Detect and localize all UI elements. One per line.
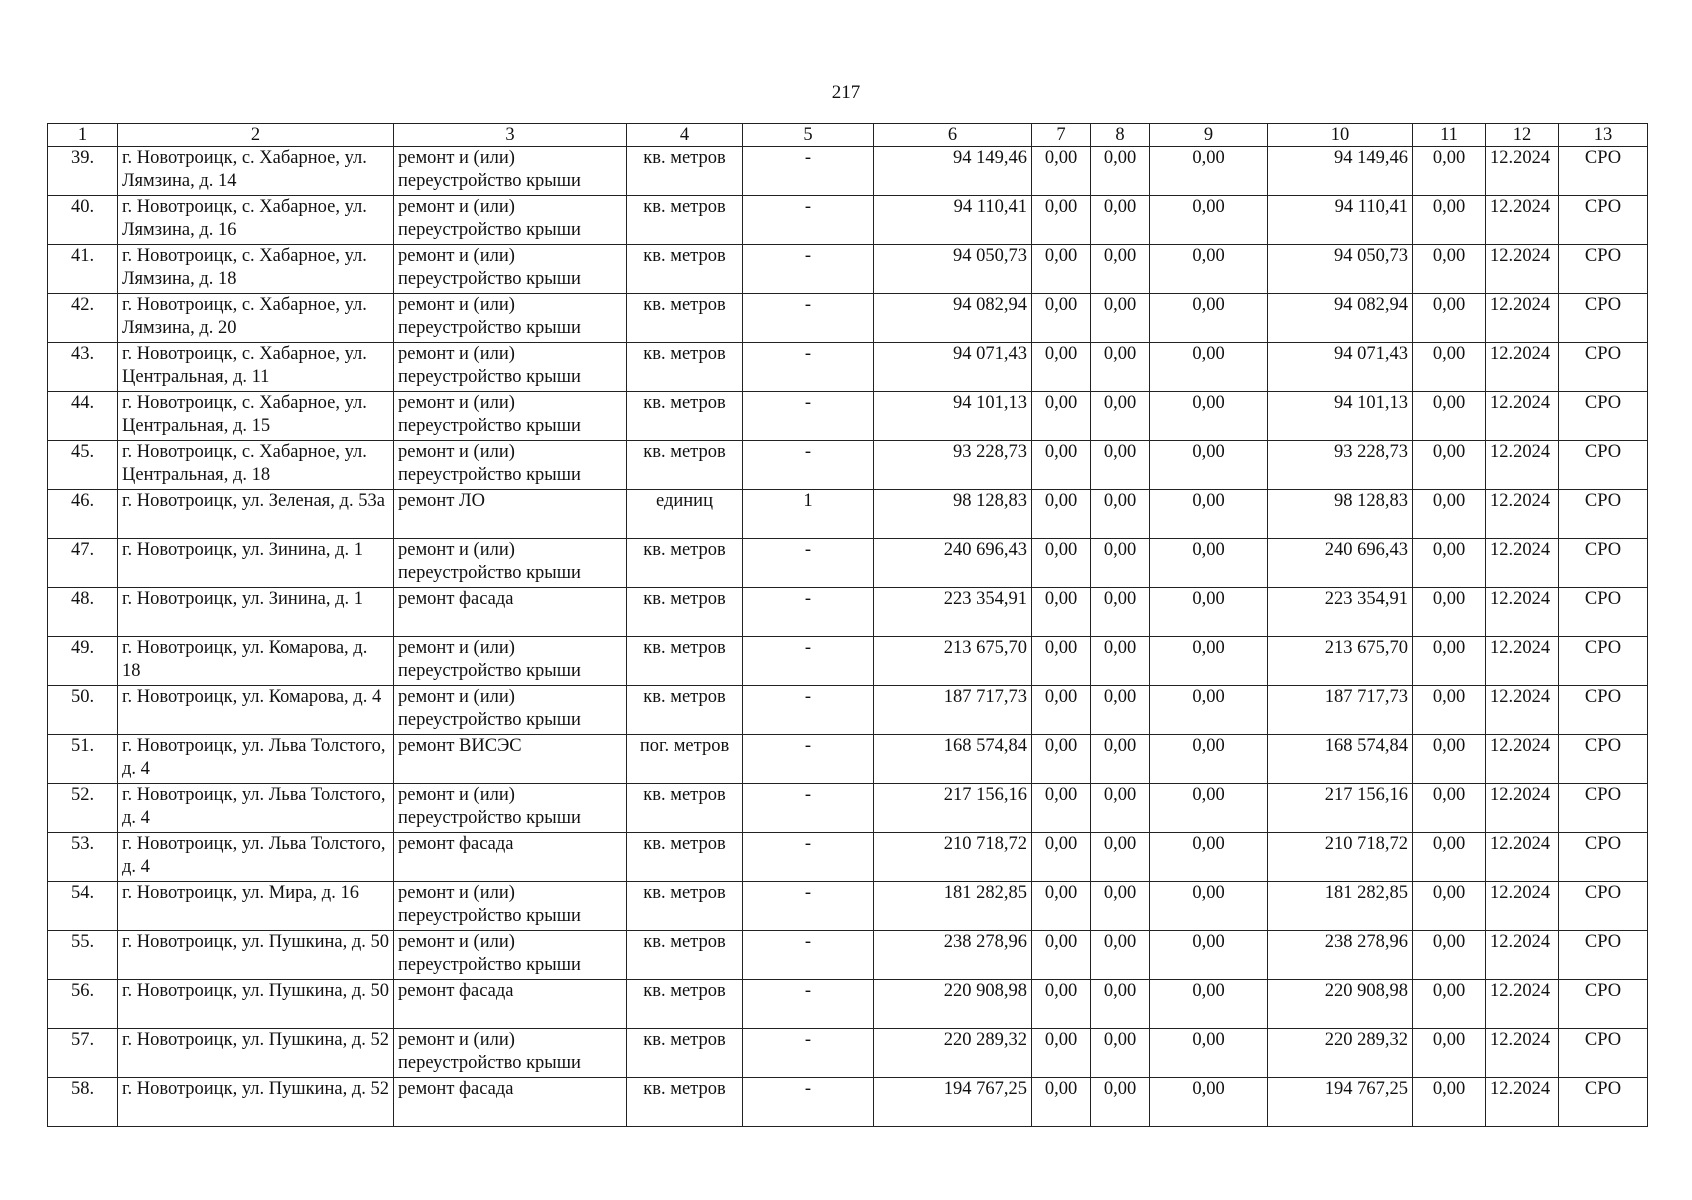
col7-cell: 0,00 bbox=[1032, 735, 1091, 784]
page-number: 217 bbox=[831, 82, 861, 103]
col8-cell: 0,00 bbox=[1091, 882, 1150, 931]
work-type-cell: ремонт фасада bbox=[394, 588, 627, 637]
source-cell: СРО bbox=[1559, 784, 1648, 833]
col8-cell: 0,00 bbox=[1091, 196, 1150, 245]
completion-date-cell: 12.2024 bbox=[1486, 343, 1559, 392]
row-number: 50. bbox=[48, 686, 118, 735]
col11-cell: 0,00 bbox=[1413, 980, 1486, 1029]
source-cell: СРО bbox=[1559, 980, 1648, 1029]
work-type-cell: ремонт и (или) переустройство крыши bbox=[394, 931, 627, 980]
col11-cell: 0,00 bbox=[1413, 1029, 1486, 1078]
col10-cell: 194 767,25 bbox=[1268, 1078, 1413, 1127]
col8-cell: 0,00 bbox=[1091, 539, 1150, 588]
total-cost-cell: 98 128,83 bbox=[874, 490, 1032, 539]
quantity-cell: - bbox=[743, 1029, 874, 1078]
col10-cell: 94 149,46 bbox=[1268, 147, 1413, 196]
col7-cell: 0,00 bbox=[1032, 784, 1091, 833]
completion-date-cell: 12.2024 bbox=[1486, 686, 1559, 735]
total-cost-cell: 94 071,43 bbox=[874, 343, 1032, 392]
work-type-cell: ремонт и (или) переустройство крыши bbox=[394, 147, 627, 196]
col10-cell: 94 082,94 bbox=[1268, 294, 1413, 343]
table-row bbox=[48, 784, 1648, 833]
quantity-cell: - bbox=[743, 882, 874, 931]
source-cell: СРО bbox=[1559, 1029, 1648, 1078]
col9-cell: 0,00 bbox=[1150, 637, 1268, 686]
col8-cell: 0,00 bbox=[1091, 1029, 1150, 1078]
row-number: 41. bbox=[48, 245, 118, 294]
column-header: 3 bbox=[394, 124, 627, 147]
source-cell: СРО bbox=[1559, 637, 1648, 686]
col7-cell: 0,00 bbox=[1032, 245, 1091, 294]
col11-cell: 0,00 bbox=[1413, 735, 1486, 784]
total-cost-cell: 181 282,85 bbox=[874, 882, 1032, 931]
source-cell: СРО bbox=[1559, 147, 1648, 196]
total-cost-cell: 223 354,91 bbox=[874, 588, 1032, 637]
unit-cell: кв. метров bbox=[627, 392, 743, 441]
row-number: 40. bbox=[48, 196, 118, 245]
col9-cell: 0,00 bbox=[1150, 882, 1268, 931]
col9-cell: 0,00 bbox=[1150, 441, 1268, 490]
col8-cell: 0,00 bbox=[1091, 784, 1150, 833]
table-row bbox=[48, 686, 1648, 735]
total-cost-cell: 168 574,84 bbox=[874, 735, 1032, 784]
col7-cell: 0,00 bbox=[1032, 343, 1091, 392]
address-cell: г. Новотроицк, с. Хабарное, ул. Центральная, д. 18 bbox=[118, 441, 394, 490]
work-type-cell: ремонт и (или) переустройство крыши bbox=[394, 245, 627, 294]
table-row bbox=[48, 294, 1648, 343]
total-cost-cell: 94 149,46 bbox=[874, 147, 1032, 196]
col11-cell: 0,00 bbox=[1413, 392, 1486, 441]
header-row bbox=[48, 124, 1648, 147]
col11-cell: 0,00 bbox=[1413, 441, 1486, 490]
unit-cell: пог. метров bbox=[627, 735, 743, 784]
address-cell: г. Новотроицк, с. Хабарное, ул. Центральная, д. 11 bbox=[118, 343, 394, 392]
unit-cell: кв. метров bbox=[627, 343, 743, 392]
work-type-cell: ремонт и (или) переустройство крыши bbox=[394, 1029, 627, 1078]
quantity-cell: - bbox=[743, 588, 874, 637]
col9-cell: 0,00 bbox=[1150, 1078, 1268, 1127]
source-cell: СРО bbox=[1559, 196, 1648, 245]
source-cell: СРО bbox=[1559, 735, 1648, 784]
total-cost-cell: 187 717,73 bbox=[874, 686, 1032, 735]
total-cost-cell: 220 289,32 bbox=[874, 1029, 1032, 1078]
total-cost-cell: 210 718,72 bbox=[874, 833, 1032, 882]
quantity-cell: - bbox=[743, 196, 874, 245]
total-cost-cell: 94 110,41 bbox=[874, 196, 1032, 245]
address-cell: г. Новотроицк, ул. Льва Толстого, д. 4 bbox=[118, 784, 394, 833]
col9-cell: 0,00 bbox=[1150, 833, 1268, 882]
col8-cell: 0,00 bbox=[1091, 392, 1150, 441]
work-type-cell: ремонт фасада bbox=[394, 980, 627, 1029]
col11-cell: 0,00 bbox=[1413, 588, 1486, 637]
col7-cell: 0,00 bbox=[1032, 147, 1091, 196]
unit-cell: кв. метров bbox=[627, 294, 743, 343]
address-cell: г. Новотроицк, ул. Зинина, д. 1 bbox=[118, 539, 394, 588]
row-number: 56. bbox=[48, 980, 118, 1029]
unit-cell: кв. метров bbox=[627, 441, 743, 490]
col7-cell: 0,00 bbox=[1032, 637, 1091, 686]
col7-cell: 0,00 bbox=[1032, 686, 1091, 735]
unit-cell: кв. метров bbox=[627, 196, 743, 245]
quantity-cell: - bbox=[743, 343, 874, 392]
completion-date-cell: 12.2024 bbox=[1486, 588, 1559, 637]
col8-cell: 0,00 bbox=[1091, 637, 1150, 686]
column-header: 8 bbox=[1091, 124, 1150, 147]
quantity-cell: - bbox=[743, 784, 874, 833]
col10-cell: 220 908,98 bbox=[1268, 980, 1413, 1029]
col8-cell: 0,00 bbox=[1091, 1078, 1150, 1127]
source-cell: СРО bbox=[1559, 686, 1648, 735]
unit-cell: кв. метров bbox=[627, 539, 743, 588]
col10-cell: 238 278,96 bbox=[1268, 931, 1413, 980]
col8-cell: 0,00 bbox=[1091, 686, 1150, 735]
col11-cell: 0,00 bbox=[1413, 539, 1486, 588]
row-number: 53. bbox=[48, 833, 118, 882]
col7-cell: 0,00 bbox=[1032, 441, 1091, 490]
col10-cell: 98 128,83 bbox=[1268, 490, 1413, 539]
total-cost-cell: 194 767,25 bbox=[874, 1078, 1032, 1127]
unit-cell: кв. метров bbox=[627, 245, 743, 294]
col7-cell: 0,00 bbox=[1032, 931, 1091, 980]
unit-cell: кв. метров bbox=[627, 637, 743, 686]
total-cost-cell: 217 156,16 bbox=[874, 784, 1032, 833]
col7-cell: 0,00 bbox=[1032, 1078, 1091, 1127]
address-cell: г. Новотроицк, ул. Льва Толстого, д. 4 bbox=[118, 735, 394, 784]
table-row bbox=[48, 245, 1648, 294]
row-number: 58. bbox=[48, 1078, 118, 1127]
total-cost-cell: 213 675,70 bbox=[874, 637, 1032, 686]
unit-cell: кв. метров bbox=[627, 980, 743, 1029]
col10-cell: 223 354,91 bbox=[1268, 588, 1413, 637]
col8-cell: 0,00 bbox=[1091, 294, 1150, 343]
address-cell: г. Новотроицк, с. Хабарное, ул. Центральная, д. 15 bbox=[118, 392, 394, 441]
work-type-cell: ремонт и (или) переустройство крыши bbox=[394, 441, 627, 490]
column-header: 6 bbox=[874, 124, 1032, 147]
works-table bbox=[47, 123, 1648, 1127]
source-cell: СРО bbox=[1559, 833, 1648, 882]
col10-cell: 94 110,41 bbox=[1268, 196, 1413, 245]
work-type-cell: ремонт ЛО bbox=[394, 490, 627, 539]
col11-cell: 0,00 bbox=[1413, 147, 1486, 196]
col7-cell: 0,00 bbox=[1032, 833, 1091, 882]
source-cell: СРО bbox=[1559, 1078, 1648, 1127]
row-number: 46. bbox=[48, 490, 118, 539]
unit-cell: кв. метров bbox=[627, 147, 743, 196]
col8-cell: 0,00 bbox=[1091, 588, 1150, 637]
column-header: 1 bbox=[48, 124, 118, 147]
col10-cell: 217 156,16 bbox=[1268, 784, 1413, 833]
total-cost-cell: 220 908,98 bbox=[874, 980, 1032, 1029]
address-cell: г. Новотроицк, ул. Льва Толстого, д. 4 bbox=[118, 833, 394, 882]
work-type-cell: ремонт и (или) переустройство крыши bbox=[394, 686, 627, 735]
col7-cell: 0,00 bbox=[1032, 882, 1091, 931]
unit-cell: кв. метров bbox=[627, 1078, 743, 1127]
total-cost-cell: 240 696,43 bbox=[874, 539, 1032, 588]
address-cell: г. Новотроицк, ул. Пушкина, д. 50 bbox=[118, 980, 394, 1029]
col9-cell: 0,00 bbox=[1150, 245, 1268, 294]
completion-date-cell: 12.2024 bbox=[1486, 392, 1559, 441]
col10-cell: 210 718,72 bbox=[1268, 833, 1413, 882]
address-cell: г. Новотроицк, ул. Зинина, д. 1 bbox=[118, 588, 394, 637]
table-row bbox=[48, 882, 1648, 931]
quantity-cell: - bbox=[743, 931, 874, 980]
unit-cell: кв. метров bbox=[627, 588, 743, 637]
col8-cell: 0,00 bbox=[1091, 343, 1150, 392]
work-type-cell: ремонт и (или) переустройство крыши bbox=[394, 539, 627, 588]
completion-date-cell: 12.2024 bbox=[1486, 539, 1559, 588]
col9-cell: 0,00 bbox=[1150, 343, 1268, 392]
table-row bbox=[48, 147, 1648, 196]
total-cost-cell: 94 082,94 bbox=[874, 294, 1032, 343]
col10-cell: 94 050,73 bbox=[1268, 245, 1413, 294]
address-cell: г. Новотроицк, ул. Комарова, д. 18 bbox=[118, 637, 394, 686]
table-row bbox=[48, 931, 1648, 980]
work-type-cell: ремонт и (или) переустройство крыши bbox=[394, 882, 627, 931]
address-cell: г. Новотроицк, с. Хабарное, ул. Лямзина, д. 14 bbox=[118, 147, 394, 196]
quantity-cell: - bbox=[743, 392, 874, 441]
row-number: 55. bbox=[48, 931, 118, 980]
quantity-cell: - bbox=[743, 686, 874, 735]
col11-cell: 0,00 bbox=[1413, 833, 1486, 882]
work-type-cell: ремонт фасада bbox=[394, 833, 627, 882]
completion-date-cell: 12.2024 bbox=[1486, 882, 1559, 931]
col10-cell: 213 675,70 bbox=[1268, 637, 1413, 686]
completion-date-cell: 12.2024 bbox=[1486, 490, 1559, 539]
col10-cell: 187 717,73 bbox=[1268, 686, 1413, 735]
col8-cell: 0,00 bbox=[1091, 245, 1150, 294]
col8-cell: 0,00 bbox=[1091, 441, 1150, 490]
col7-cell: 0,00 bbox=[1032, 294, 1091, 343]
col11-cell: 0,00 bbox=[1413, 882, 1486, 931]
unit-cell: кв. метров bbox=[627, 931, 743, 980]
completion-date-cell: 12.2024 bbox=[1486, 196, 1559, 245]
col10-cell: 93 228,73 bbox=[1268, 441, 1413, 490]
completion-date-cell: 12.2024 bbox=[1486, 1078, 1559, 1127]
col10-cell: 94 101,13 bbox=[1268, 392, 1413, 441]
table-row bbox=[48, 490, 1648, 539]
row-number: 43. bbox=[48, 343, 118, 392]
work-type-cell: ремонт фасада bbox=[394, 1078, 627, 1127]
table-row bbox=[48, 1029, 1648, 1078]
total-cost-cell: 238 278,96 bbox=[874, 931, 1032, 980]
col11-cell: 0,00 bbox=[1413, 196, 1486, 245]
column-header: 10 bbox=[1268, 124, 1413, 147]
column-header: 11 bbox=[1413, 124, 1486, 147]
col7-cell: 0,00 bbox=[1032, 588, 1091, 637]
col7-cell: 0,00 bbox=[1032, 980, 1091, 1029]
source-cell: СРО bbox=[1559, 343, 1648, 392]
col10-cell: 240 696,43 bbox=[1268, 539, 1413, 588]
table-row bbox=[48, 441, 1648, 490]
row-number: 45. bbox=[48, 441, 118, 490]
col9-cell: 0,00 bbox=[1150, 294, 1268, 343]
col10-cell: 220 289,32 bbox=[1268, 1029, 1413, 1078]
quantity-cell: - bbox=[743, 980, 874, 1029]
row-number: 44. bbox=[48, 392, 118, 441]
col9-cell: 0,00 bbox=[1150, 539, 1268, 588]
col9-cell: 0,00 bbox=[1150, 686, 1268, 735]
col9-cell: 0,00 bbox=[1150, 1029, 1268, 1078]
unit-cell: кв. метров bbox=[627, 833, 743, 882]
completion-date-cell: 12.2024 bbox=[1486, 441, 1559, 490]
completion-date-cell: 12.2024 bbox=[1486, 735, 1559, 784]
col10-cell: 168 574,84 bbox=[1268, 735, 1413, 784]
col10-cell: 94 071,43 bbox=[1268, 343, 1413, 392]
col11-cell: 0,00 bbox=[1413, 686, 1486, 735]
quantity-cell: 1 bbox=[743, 490, 874, 539]
completion-date-cell: 12.2024 bbox=[1486, 980, 1559, 1029]
quantity-cell: - bbox=[743, 637, 874, 686]
work-type-cell: ремонт и (или) переустройство крыши bbox=[394, 784, 627, 833]
row-number: 54. bbox=[48, 882, 118, 931]
column-header: 5 bbox=[743, 124, 874, 147]
col8-cell: 0,00 bbox=[1091, 735, 1150, 784]
quantity-cell: - bbox=[743, 245, 874, 294]
source-cell: СРО bbox=[1559, 931, 1648, 980]
col11-cell: 0,00 bbox=[1413, 343, 1486, 392]
table-row bbox=[48, 588, 1648, 637]
work-type-cell: ремонт и (или) переустройство крыши bbox=[394, 392, 627, 441]
column-header: 12 bbox=[1486, 124, 1559, 147]
col8-cell: 0,00 bbox=[1091, 490, 1150, 539]
address-cell: г. Новотроицк, с. Хабарное, ул. Лямзина, д. 20 bbox=[118, 294, 394, 343]
col9-cell: 0,00 bbox=[1150, 980, 1268, 1029]
completion-date-cell: 12.2024 bbox=[1486, 931, 1559, 980]
unit-cell: кв. метров bbox=[627, 686, 743, 735]
unit-cell: кв. метров bbox=[627, 882, 743, 931]
table-row bbox=[48, 833, 1648, 882]
col11-cell: 0,00 bbox=[1413, 784, 1486, 833]
col7-cell: 0,00 bbox=[1032, 196, 1091, 245]
source-cell: СРО bbox=[1559, 392, 1648, 441]
completion-date-cell: 12.2024 bbox=[1486, 637, 1559, 686]
col9-cell: 0,00 bbox=[1150, 931, 1268, 980]
column-header: 4 bbox=[627, 124, 743, 147]
col7-cell: 0,00 bbox=[1032, 539, 1091, 588]
work-type-cell: ремонт ВИСЭС bbox=[394, 735, 627, 784]
table-row bbox=[48, 539, 1648, 588]
column-header: 9 bbox=[1150, 124, 1268, 147]
col8-cell: 0,00 bbox=[1091, 147, 1150, 196]
address-cell: г. Новотроицк, ул. Зеленая, д. 53а bbox=[118, 490, 394, 539]
address-cell: г. Новотроицк, ул. Комарова, д. 4 bbox=[118, 686, 394, 735]
source-cell: СРО bbox=[1559, 441, 1648, 490]
col7-cell: 0,00 bbox=[1032, 1029, 1091, 1078]
total-cost-cell: 94 101,13 bbox=[874, 392, 1032, 441]
unit-cell: кв. метров bbox=[627, 1029, 743, 1078]
completion-date-cell: 12.2024 bbox=[1486, 784, 1559, 833]
column-header: 7 bbox=[1032, 124, 1091, 147]
col10-cell: 181 282,85 bbox=[1268, 882, 1413, 931]
col9-cell: 0,00 bbox=[1150, 490, 1268, 539]
col9-cell: 0,00 bbox=[1150, 392, 1268, 441]
unit-cell: кв. метров bbox=[627, 784, 743, 833]
col11-cell: 0,00 bbox=[1413, 245, 1486, 294]
source-cell: СРО bbox=[1559, 294, 1648, 343]
col9-cell: 0,00 bbox=[1150, 147, 1268, 196]
table-row bbox=[48, 637, 1648, 686]
completion-date-cell: 12.2024 bbox=[1486, 147, 1559, 196]
address-cell: г. Новотроицк, ул. Мира, д. 16 bbox=[118, 882, 394, 931]
table-row bbox=[48, 392, 1648, 441]
quantity-cell: - bbox=[743, 147, 874, 196]
column-header: 2 bbox=[118, 124, 394, 147]
unit-cell: единиц bbox=[627, 490, 743, 539]
col11-cell: 0,00 bbox=[1413, 490, 1486, 539]
address-cell: г. Новотроицк, с. Хабарное, ул. Лямзина, д. 18 bbox=[118, 245, 394, 294]
row-number: 39. bbox=[48, 147, 118, 196]
col8-cell: 0,00 bbox=[1091, 833, 1150, 882]
table-body bbox=[48, 147, 1648, 1127]
address-cell: г. Новотроицк, ул. Пушкина, д. 50 bbox=[118, 931, 394, 980]
col11-cell: 0,00 bbox=[1413, 931, 1486, 980]
quantity-cell: - bbox=[743, 294, 874, 343]
col7-cell: 0,00 bbox=[1032, 392, 1091, 441]
col11-cell: 0,00 bbox=[1413, 637, 1486, 686]
source-cell: СРО bbox=[1559, 490, 1648, 539]
work-type-cell: ремонт и (или) переустройство крыши bbox=[394, 343, 627, 392]
row-number: 42. bbox=[48, 294, 118, 343]
table-row bbox=[48, 735, 1648, 784]
col9-cell: 0,00 bbox=[1150, 784, 1268, 833]
quantity-cell: - bbox=[743, 1078, 874, 1127]
table-header bbox=[48, 124, 1648, 147]
table-row bbox=[48, 196, 1648, 245]
row-number: 48. bbox=[48, 588, 118, 637]
total-cost-cell: 94 050,73 bbox=[874, 245, 1032, 294]
address-cell: г. Новотроицк, с. Хабарное, ул. Лямзина, д. 16 bbox=[118, 196, 394, 245]
total-cost-cell: 93 228,73 bbox=[874, 441, 1032, 490]
row-number: 47. bbox=[48, 539, 118, 588]
source-cell: СРО bbox=[1559, 882, 1648, 931]
table-row bbox=[48, 1078, 1648, 1127]
address-cell: г. Новотроицк, ул. Пушкина, д. 52 bbox=[118, 1029, 394, 1078]
work-type-cell: ремонт и (или) переустройство крыши bbox=[394, 294, 627, 343]
quantity-cell: - bbox=[743, 833, 874, 882]
completion-date-cell: 12.2024 bbox=[1486, 245, 1559, 294]
work-type-cell: ремонт и (или) переустройство крыши bbox=[394, 637, 627, 686]
col8-cell: 0,00 bbox=[1091, 931, 1150, 980]
col11-cell: 0,00 bbox=[1413, 1078, 1486, 1127]
row-number: 52. bbox=[48, 784, 118, 833]
col9-cell: 0,00 bbox=[1150, 735, 1268, 784]
column-header: 13 bbox=[1559, 124, 1648, 147]
col9-cell: 0,00 bbox=[1150, 196, 1268, 245]
col7-cell: 0,00 bbox=[1032, 490, 1091, 539]
quantity-cell: - bbox=[743, 539, 874, 588]
source-cell: СРО bbox=[1559, 588, 1648, 637]
completion-date-cell: 12.2024 bbox=[1486, 294, 1559, 343]
work-type-cell: ремонт и (или) переустройство крыши bbox=[394, 196, 627, 245]
row-number: 57. bbox=[48, 1029, 118, 1078]
col11-cell: 0,00 bbox=[1413, 294, 1486, 343]
source-cell: СРО bbox=[1559, 539, 1648, 588]
address-cell: г. Новотроицк, ул. Пушкина, д. 52 bbox=[118, 1078, 394, 1127]
table-row bbox=[48, 980, 1648, 1029]
quantity-cell: - bbox=[743, 735, 874, 784]
row-number: 49. bbox=[48, 637, 118, 686]
table-row bbox=[48, 343, 1648, 392]
col8-cell: 0,00 bbox=[1091, 980, 1150, 1029]
col9-cell: 0,00 bbox=[1150, 588, 1268, 637]
quantity-cell: - bbox=[743, 441, 874, 490]
completion-date-cell: 12.2024 bbox=[1486, 833, 1559, 882]
completion-date-cell: 12.2024 bbox=[1486, 1029, 1559, 1078]
source-cell: СРО bbox=[1559, 245, 1648, 294]
row-number: 51. bbox=[48, 735, 118, 784]
